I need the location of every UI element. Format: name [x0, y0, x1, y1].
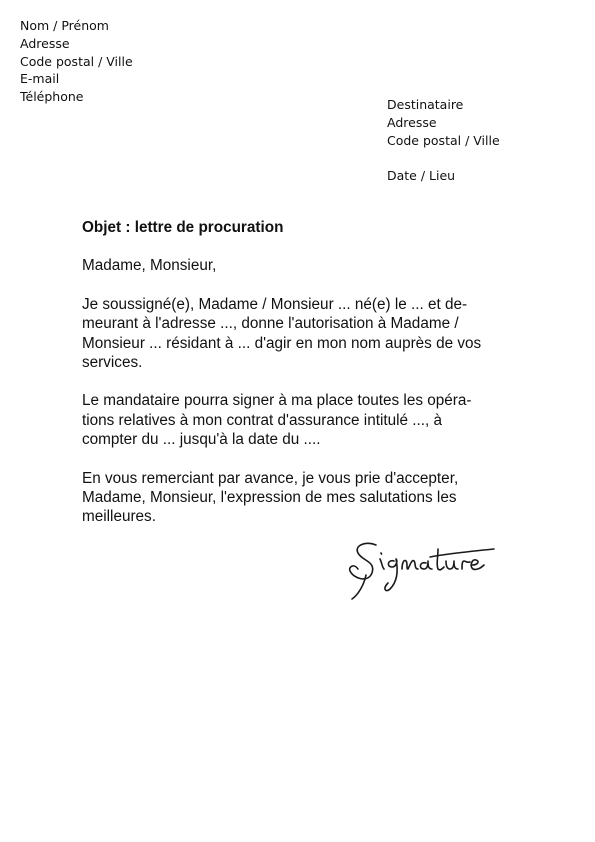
sender-email: E-mail	[20, 71, 60, 87]
sender-phone: Téléphone	[20, 89, 84, 105]
paragraph-authorization	[82, 295, 502, 373]
paragraph-scope	[82, 391, 502, 449]
sender-postal-city: Code postal / Ville	[20, 53, 133, 69]
paragraph-line: meilleures.	[82, 508, 156, 526]
recipient-address: Adresse	[387, 114, 437, 130]
paragraph-line: Monsieur ... résidant à ... d'agir en mon nom auprès de vos	[82, 334, 482, 352]
recipient-block	[387, 96, 500, 185]
sender-name: Nom / Prénom	[20, 18, 109, 33]
paragraph-line: Le mandataire pourra signer à ma place toutes les opéra-	[82, 392, 472, 410]
letter-salutation: Madame, Monsieur,	[82, 257, 217, 275]
recipient-postal-city: Code postal / Ville	[387, 132, 500, 148]
handwritten-signature	[344, 535, 504, 605]
paragraph-line: Madame, Monsieur, l'expression de mes salutations les	[82, 489, 457, 507]
recipient-name: Destinataire	[387, 97, 464, 112]
sender-block	[20, 17, 133, 106]
paragraph-line: services.	[82, 354, 143, 372]
signature-drawing	[344, 535, 504, 605]
sender-address: Adresse	[20, 35, 70, 51]
paragraph-line: compter du ... jusqu'à la date du ....	[82, 431, 321, 449]
recipient-spacer	[387, 149, 500, 167]
paragraph-line: meurant à l'adresse ..., donne l'autorisation à Madame /	[82, 315, 459, 333]
paragraph-line: Je soussigné(e), Madame / Monsieur ... né(e) le ... et de-	[82, 295, 468, 313]
letter-body	[82, 218, 502, 546]
letter-subject: Objet : lettre de procuration	[82, 219, 284, 236]
paragraph-closing	[82, 469, 502, 527]
paragraph-line: En vous remerciant par avance, je vous prie d'accepter,	[82, 469, 459, 487]
date-place: Date / Lieu	[387, 168, 456, 184]
paragraph-line: tions relatives à mon contrat d'assurance intitulé ..., à	[82, 411, 443, 429]
